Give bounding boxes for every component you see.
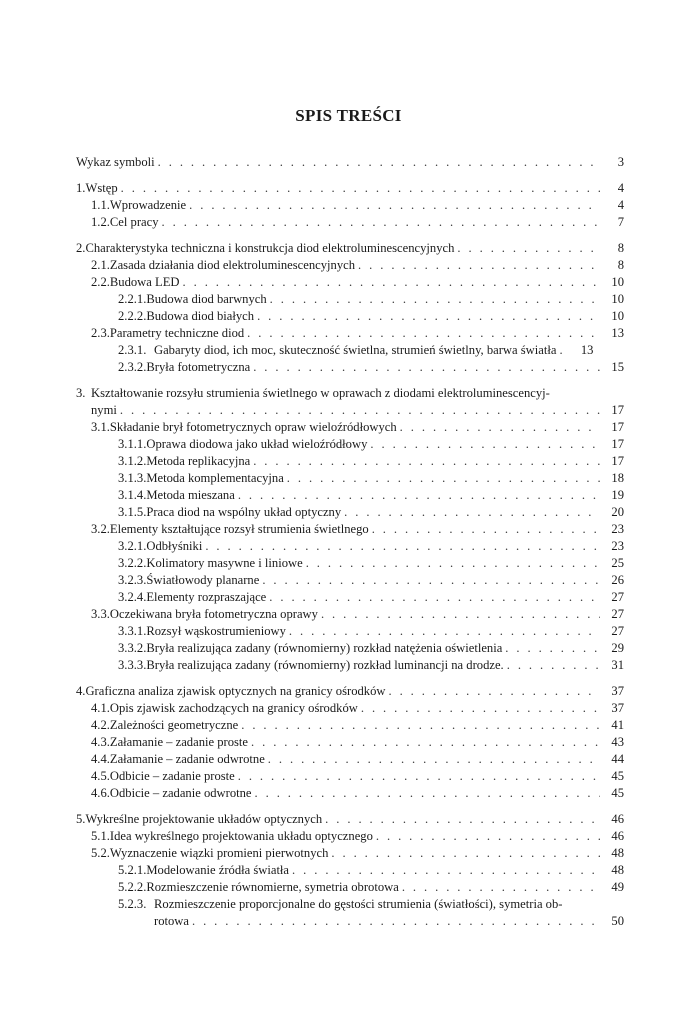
toc-entry-text: Kolimatory masywne i liniowe (146, 556, 303, 570)
toc-page-number: 18 (611, 471, 624, 485)
toc-entry-text: Charakterystyka techniczna i konstrukcja diod elektroluminescencyjnych (85, 241, 455, 255)
toc-page-number: 3 (617, 155, 624, 169)
toc-entry-section[interactable] (76, 768, 624, 785)
toc-page-number: 13 (611, 326, 624, 340)
toc-entry-number: 4.5. (91, 769, 110, 783)
toc-entry-text: Opis zjawisk zachodzących na granicy ośrodków (109, 701, 358, 715)
toc-entry-subsection-continuation[interactable] (76, 913, 624, 930)
toc-entry-text: Parametry techniczne diod (109, 326, 245, 340)
toc-entry-subsection[interactable] (76, 657, 624, 674)
toc-entry-number: 4.6. (91, 786, 110, 800)
toc-page-number: 49 (611, 880, 624, 894)
toc-entry-text: Praca diod na wspólny układ optyczny (146, 505, 342, 519)
toc-entry-subsection[interactable] (76, 359, 624, 376)
toc-entry-subsection[interactable] (76, 623, 624, 640)
toc-entry-text: Budowa diod barwnych (146, 292, 267, 306)
toc-entry-number: 3.2.3. (118, 573, 147, 587)
toc-entry-number: 5.2.2. (118, 880, 147, 894)
toc-entry-text: Cel pracy (109, 215, 159, 229)
toc-page-number: 37 (611, 684, 624, 698)
toc-entry-text: Rozmieszczenie równomierne, symetria obrotowa (146, 880, 399, 894)
toc-entry-number: 4.4. (91, 752, 110, 766)
toc-group-chapter-1 (76, 180, 624, 231)
toc-entry-number: 3.1.4. (118, 488, 147, 502)
toc-entry-section[interactable] (76, 785, 624, 802)
leader-dots (372, 521, 600, 538)
toc-entry-number: 3.3.1. (118, 624, 147, 638)
leader-dots (241, 717, 600, 734)
toc-entry-text: Elementy kształtujące rozsył strumienia świetlnego (109, 522, 369, 536)
toc-entry-text: Elementy rozpraszające (146, 590, 267, 604)
leader-dots (189, 197, 600, 214)
leader-dots (287, 470, 600, 487)
toc-entry-number: 3.1.1. (118, 437, 147, 451)
toc-entry-number: 1.2. (91, 215, 110, 229)
toc-entry-number: 3. (76, 386, 86, 400)
page-title: SPIS TREŚCI (295, 106, 402, 125)
leader-dots (269, 589, 600, 606)
toc-entry-text: rotowa (154, 914, 189, 928)
toc-entry-number: 3.2.2. (118, 556, 147, 570)
toc-page-number: 46 (611, 812, 624, 826)
toc-page-number: 10 (611, 292, 624, 306)
toc-page-number: 13 (580, 343, 594, 357)
toc-entry-section[interactable] (76, 700, 624, 717)
toc-page-number: 17 (611, 454, 624, 468)
toc-page-number: 17 (611, 420, 624, 434)
toc-entry-number: 4.1. (91, 701, 110, 715)
toc-entry-number: 2.2.1. (118, 292, 147, 306)
toc-entry-number: 4. (76, 684, 86, 698)
toc-entry-text: Graficzna analiza zjawisk optycznych na granicy ośrodków (85, 684, 386, 698)
toc-page-number: 37 (611, 701, 624, 715)
leader-dots (268, 751, 600, 768)
toc-entry-subsection[interactable] (76, 896, 624, 913)
leader-dots (270, 291, 600, 308)
toc-page-number: 29 (611, 641, 624, 655)
toc-entry-number: 3.1.5. (118, 505, 147, 519)
toc-entry-text: Rozsył wąskostrumieniowy (146, 624, 286, 638)
leader-dots (253, 359, 600, 376)
toc-entry-text: Odbłyśniki (146, 539, 203, 553)
leader-dots (162, 214, 601, 231)
toc-entry-text: Metoda komplementacyjna (146, 471, 284, 485)
toc-page-number: 25 (611, 556, 624, 570)
toc-entry-text: Bryła fotometryczna (146, 360, 251, 374)
toc-page-number: 46 (611, 829, 624, 843)
toc-entry-section[interactable] (76, 419, 624, 436)
leader-dots (507, 657, 600, 674)
toc-entry-text: Bryła realizująca zadany (równomierny) rozkład luminancji na drodze. (146, 658, 504, 672)
leader-dots (559, 342, 569, 359)
toc-page-number: 45 (611, 786, 624, 800)
toc-entry-subsection[interactable] (76, 555, 624, 572)
toc-entry-section[interactable] (76, 274, 624, 291)
leader-dots (158, 154, 600, 171)
toc-entry-text: Wyznaczenie wiązki promieni pierwotnych (109, 846, 329, 860)
toc-entry-subsection[interactable] (76, 572, 624, 589)
toc-entry-section[interactable] (76, 257, 624, 274)
toc-entry-section[interactable] (76, 197, 624, 214)
toc-entry-number: 2. (76, 241, 86, 255)
toc-page-number: 44 (611, 752, 624, 766)
toc-entry-chapter-continuation[interactable] (76, 402, 624, 419)
toc-page-number: 15 (611, 360, 624, 374)
toc-entry-number: 3.1.3. (118, 471, 147, 485)
toc-page-number: 50 (611, 914, 624, 928)
toc-entry-number: 2.3.2. (118, 360, 147, 374)
leader-dots (370, 436, 600, 453)
toc-entry-section[interactable] (76, 734, 624, 751)
toc-page-number: 4 (617, 198, 624, 212)
toc-entry-subsection[interactable] (76, 879, 624, 896)
toc-entry-chapter[interactable] (76, 811, 624, 828)
toc-page-number: 8 (617, 241, 624, 255)
toc-entry-number: 5.2. (91, 846, 110, 860)
toc-page-number: 41 (611, 718, 624, 732)
leader-dots (205, 538, 600, 555)
leader-dots (400, 419, 600, 436)
toc-entry-text: Oprawa diodowa jako układ wieloźródłowy (146, 437, 368, 451)
toc-entry-text: Odbicie – zadanie odwrotne (109, 786, 252, 800)
toc-page-number: 48 (611, 846, 624, 860)
toc-entry-number: 2.3.1. (118, 343, 147, 357)
toc-entry-number: 3.3. (91, 607, 110, 621)
toc-entry-text: Rozmieszczenie proporcjonalne do gęstości strumienia (światłości), symetria ob- (154, 897, 563, 911)
toc-entry-number: 1.1. (91, 198, 110, 212)
toc-group-chapter-2 (76, 240, 624, 376)
leader-dots (255, 785, 600, 802)
toc-entry-text: Metoda mieszana (146, 488, 235, 502)
toc-entry-number: 3.1.2. (118, 454, 147, 468)
toc-page-number: 17 (611, 403, 624, 417)
toc-entry-chapter[interactable] (76, 683, 624, 700)
toc-entry-text: Wstęp (85, 181, 118, 195)
toc-entry-text: Zasada działania diod elektroluminescencyjnych (109, 258, 356, 272)
leader-dots (325, 811, 600, 828)
leader-dots (505, 640, 600, 657)
toc-entry-section[interactable] (76, 606, 624, 623)
toc-page-number: 27 (611, 590, 624, 604)
toc-entry-section[interactable] (76, 845, 624, 862)
leader-dots (402, 879, 600, 896)
toc-entry-subsection[interactable] (76, 342, 624, 359)
toc-page-number: 17 (611, 437, 624, 451)
toc-page-number: 10 (611, 309, 624, 323)
toc-entry-text: Bryła realizująca zadany (równomierny) rozkład natężenia oświetlenia (146, 641, 503, 655)
toc-entry-number: 4.2. (91, 718, 110, 732)
toc-entry-text: Oczekiwana bryła fotometryczna oprawy (109, 607, 318, 621)
toc-page-number: 27 (611, 607, 624, 621)
leader-dots (306, 555, 600, 572)
toc-page-number: 10 (611, 275, 624, 289)
toc-entry-text: Budowa diod białych (146, 309, 255, 323)
toc-entry-text: nymi (91, 403, 117, 417)
leader-dots (292, 862, 600, 879)
toc-entry-text: Załamanie – zadanie odwrotne (109, 752, 265, 766)
toc-entry-text: Metoda replikacyjna (146, 454, 251, 468)
toc-page-number: 4 (617, 181, 624, 195)
leader-dots (457, 240, 600, 257)
toc-entry-subsection[interactable] (76, 538, 624, 555)
toc-entry-text: Odbicie – zadanie proste (109, 769, 235, 783)
toc-entry-number: 1. (76, 181, 86, 195)
leader-dots (344, 504, 600, 521)
toc-entry-text: Składanie brył fotometrycznych opraw wieloźródłowych (109, 420, 397, 434)
table-of-contents (76, 154, 624, 939)
leader-dots (358, 257, 600, 274)
toc-entry-subsection[interactable] (76, 589, 624, 606)
toc-entry-number: 4.3. (91, 735, 110, 749)
toc-page-number: 19 (611, 488, 624, 502)
leader-dots (121, 180, 600, 197)
toc-entry-number: 5.2.1. (118, 863, 147, 877)
toc-page-number: 8 (617, 258, 624, 272)
leader-dots (251, 734, 600, 751)
leader-dots (238, 768, 600, 785)
toc-entry-text: Wykaz symboli (76, 155, 155, 169)
toc-entry-symbols[interactable] (76, 154, 624, 171)
toc-entry-subsection[interactable] (76, 862, 624, 879)
toc-entry-text: Idea wykreślnego projektowania układu optycznego (109, 829, 373, 843)
toc-page-number: 43 (611, 735, 624, 749)
toc-entry-chapter[interactable] (76, 180, 624, 197)
leader-dots (120, 402, 600, 419)
toc-page-number: 23 (611, 522, 624, 536)
toc-entry-subsection[interactable] (76, 436, 624, 453)
toc-entry-text: Zależności geometryczne (109, 718, 239, 732)
leader-dots (361, 700, 600, 717)
leader-dots (192, 913, 600, 930)
toc-entry-number: 3.2.1. (118, 539, 147, 553)
toc-entry-section[interactable] (76, 521, 624, 538)
toc-entry-text: Kształtowanie rozsyłu strumienia świetlnego w oprawach z diodami elektroluminescencyj- (91, 386, 550, 400)
toc-page-number: 27 (611, 624, 624, 638)
toc-group-chapter-4 (76, 683, 624, 802)
toc-entry-number: 2.2. (91, 275, 110, 289)
toc-entry-subsection[interactable] (76, 453, 624, 470)
toc-entry-subsection[interactable] (76, 291, 624, 308)
toc-page-number: 7 (617, 215, 624, 229)
leader-dots (253, 453, 600, 470)
toc-entry-number: 2.2.2. (118, 309, 147, 323)
leader-dots (321, 606, 600, 623)
leader-dots (238, 487, 600, 504)
toc-entry-subsection[interactable] (76, 640, 624, 657)
toc-entry-number: 3.3.3. (118, 658, 147, 672)
toc-page-number: 20 (611, 505, 624, 519)
leader-dots (183, 274, 601, 291)
toc-group-chapter-5 (76, 811, 624, 930)
toc-entry-number: 3.2.4. (118, 590, 147, 604)
leader-dots (247, 325, 600, 342)
toc-entry-number: 3.2. (91, 522, 110, 536)
toc-entry-number: 3.3.2. (118, 641, 147, 655)
toc-entry-chapter[interactable] (76, 240, 624, 257)
toc-group-symbols (76, 154, 624, 171)
toc-page-number: 31 (611, 658, 624, 672)
toc-page-number: 23 (611, 539, 624, 553)
toc-group-chapter-3 (76, 385, 624, 674)
leader-dots (376, 828, 600, 845)
toc-page-number: 45 (611, 769, 624, 783)
toc-entry-section[interactable] (76, 751, 624, 768)
toc-entry-text: Modelowanie źródła światła (146, 863, 290, 877)
toc-page-number: 26 (611, 573, 624, 587)
toc-entry-number: 5. (76, 812, 86, 826)
toc-entry-section[interactable] (76, 717, 624, 734)
toc-entry-subsection[interactable] (76, 470, 624, 487)
toc-page-number: 48 (611, 863, 624, 877)
leader-dots (388, 683, 600, 700)
leader-dots (262, 572, 600, 589)
toc-entry-section[interactable] (76, 214, 624, 231)
toc-entry-section[interactable] (76, 325, 624, 342)
toc-entry-number: 2.1. (91, 258, 110, 272)
toc-entry-subsection[interactable] (76, 487, 624, 504)
toc-entry-subsection[interactable] (76, 504, 624, 521)
toc-entry-text: Wprowadzenie (109, 198, 187, 212)
leader-dots (289, 623, 600, 640)
toc-entry-text: Załamanie – zadanie proste (109, 735, 249, 749)
toc-entry-text: Budowa LED (109, 275, 180, 289)
leader-dots (331, 845, 600, 862)
toc-entry-number: 5.1. (91, 829, 110, 843)
toc-entry-number: 3.1. (91, 420, 110, 434)
toc-entry-number: 2.3. (91, 326, 110, 340)
toc-entry-chapter[interactable] (76, 385, 624, 402)
toc-entry-text: Światłowody planarne (146, 573, 260, 587)
toc-entry-section[interactable] (76, 828, 624, 845)
toc-entry-subsection[interactable] (76, 308, 624, 325)
toc-entry-text: Wykreślne projektowanie układów optycznych (85, 812, 323, 826)
toc-entry-number: 5.2.3. (118, 897, 147, 911)
toc-entry-text: Gabaryty diod, ich moc, skuteczność świetlna, strumień świetlny, barwa światła (154, 343, 557, 357)
leader-dots (257, 308, 600, 325)
